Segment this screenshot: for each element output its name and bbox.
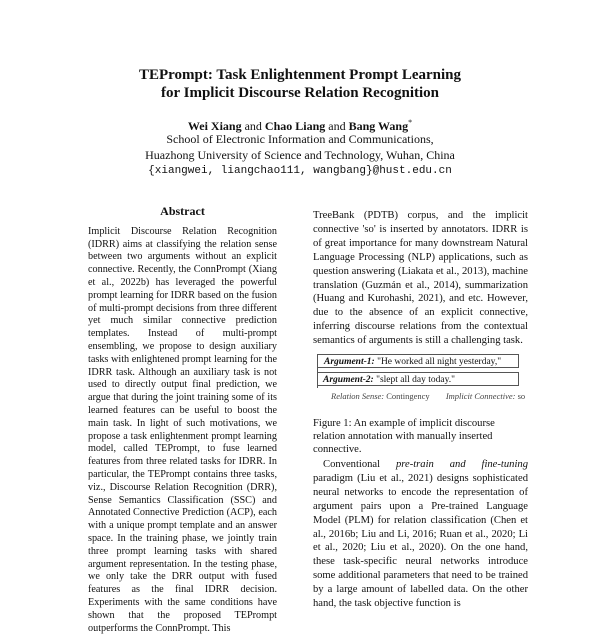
affiliation-line-1: School of Electronic Information and Communications, [166, 132, 434, 146]
corresponding-mark: * [408, 118, 413, 127]
author-emails: {xiangwei, liangchao111, wangbang}@hust.edu.cn [148, 165, 452, 177]
figure-annotation-row [331, 391, 531, 401]
intro-paragraph-1 [313, 209, 528, 348]
paper-title-line-1: TEPrompt: Task Enlightenment Prompt Learning [139, 67, 461, 83]
argument-2-label: Argument-2: [323, 375, 374, 385]
author-separator: and [244, 119, 262, 133]
argument-1-box [317, 354, 519, 368]
author-name: Bang Wang [348, 119, 409, 133]
intro-paragraph-2 [313, 458, 528, 611]
abstract-heading: Abstract [160, 204, 205, 218]
argument-1-label: Argument-1: [324, 357, 375, 367]
argument-2-box [317, 372, 519, 386]
relation-sense-value: Contingency [386, 391, 430, 401]
abstract-column [88, 205, 277, 635]
paper-title-line-2: for Implicit Discourse Relation Recognition [160, 85, 440, 101]
author-name: Wei Xiang [187, 119, 242, 133]
argument-2-text: "slept all day today." [376, 375, 455, 385]
intro-text-1: TreeBank (PDTB) corpus, and the implicit connective 'so' is inserted by annotators. IDRR is of great importance for many downstream Natural Language Processing (NLP) applications, such as question answering (Liakata et al., 2013), machine translation (Guzmán et al., 2014), summarization (Huang and Kurohashi, 2021), and etc. However, due to the absence of an explicit connective, inferring discourse relations from the contextual semantics of arguments is still a challenging task. [313, 210, 528, 347]
implicit-connective-label: Implicit Connective: [445, 391, 516, 401]
figure-caption: Figure 1: An example of implicit discourse relation annotation with manually inserted connective. [313, 418, 495, 455]
figure-bracket [317, 368, 326, 388]
author-name: Chao Liang [264, 119, 326, 133]
argument-1-text: "He worked all night yesterday," [377, 357, 502, 367]
intro-2-lead: Conventional [323, 459, 381, 470]
affiliation-line-2: Huazhong University of Science and Technology, Wuhan, China [145, 148, 455, 162]
relation-sense-label: Relation Sense: [331, 391, 385, 401]
implicit-connective-value: so [517, 391, 526, 401]
intro-2-term: pre-train and fine-tuning [395, 459, 528, 470]
abstract-body: Implicit Discourse Relation Recognition (IDRR) aims at classifying the relation sense between two arguments without an explicit connective. Recently, the ConnPrompt (Xiang et al., 2022b) has leveraged the powerful prompt learning for IDRR based on the fusion of multi-prompt decisions from three different yet much similar connective prediction templates. Instead of multi-prompt ensembling, we propose to design auxiliary tasks with enlightened prompt learning for the IDRR task. Although an auxiliary task is not used to directly output final prediction, we argue that during the joint training some of its learned features can be useful to boost the main task. In light of such motivations, we propose a task enlightenment prompt learning model, called TEPrompt, to fuse learned features from three related tasks for IDRR. In particular, the TEPrompt contains three tasks, viz., Discourse Relation Recognition (DRR), Sense Semantics Classification (SSC) and Annotated Connective Prediction (ACP), each with a unique prompt template and an answer space. In the training phase, we jointly train three prompt learning tasks with shared argument representation. In the testing phase, we only take the DRR output with fused features as the final IDRR decision. Experiments with the same conditions have shown that the proposed TEPrompt outperforms the ConnPrompt. This [88, 225, 277, 634]
intro-2-rest: paradigm (Liu et al., 2021) designs sophisticated neural networks to encode the representation of argument pairs upon a Pre-trained Language Model (PLM) for relation classification (Chen et al., 2016b; Liu and Li, 2016; Ruan et al., 2020; Li et al., 2020; Liu et al., 2020). On the one hand, these task-specific neural networks introduce some additional parameters that need to be trained by a large amount of labelled data. On the other hand, the task objective function is [313, 472, 528, 610]
figure-1 [313, 350, 527, 402]
author-separator: and [328, 119, 346, 133]
